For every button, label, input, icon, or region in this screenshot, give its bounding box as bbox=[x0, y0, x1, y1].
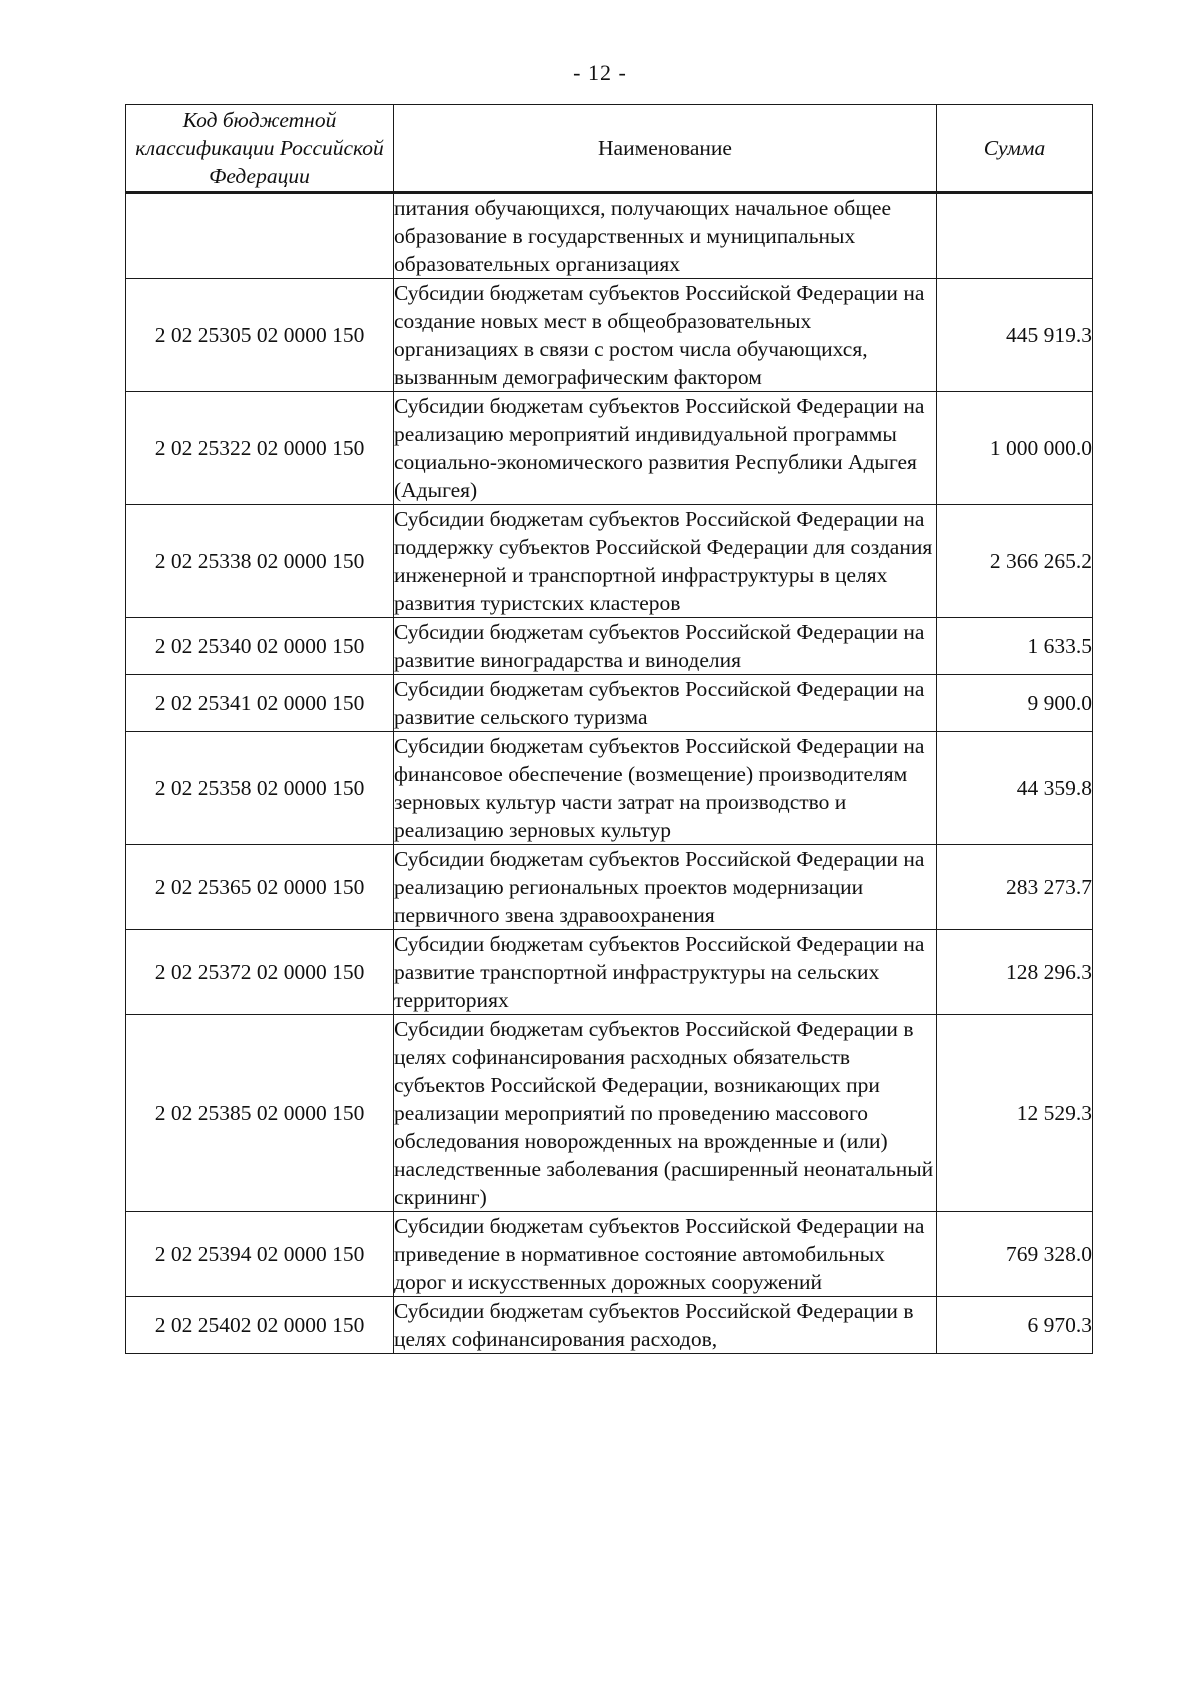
row-sum: 12 529.3 bbox=[937, 1015, 1093, 1212]
row-sum: 769 328.0 bbox=[937, 1212, 1093, 1297]
row-name: Субсидии бюджетам субъектов Российской Федерации на финансовое обеспечение (возмещение) производителям зерновых культур части затрат на производство и реализацию зерновых культур bbox=[394, 732, 937, 845]
table-row bbox=[126, 1297, 1093, 1354]
row-name: Субсидии бюджетам субъектов Российской Федерации на создание новых мест в общеобразовательных организациях в связи с ростом числа обучающихся, вызванным демографическим фактором bbox=[394, 279, 937, 392]
row-code: 2 02 25305 02 0000 150 bbox=[126, 279, 394, 392]
table-row bbox=[126, 193, 1093, 279]
row-sum: 9 900.0 bbox=[937, 675, 1093, 732]
table-row bbox=[126, 1015, 1093, 1212]
row-code: 2 02 25402 02 0000 150 bbox=[126, 1297, 394, 1354]
row-name: Субсидии бюджетам субъектов Российской Федерации в целях софинансирования расходных обязательств субъектов Российской Федерации, возникающих при реализации мероприятий по проведению массового обследования новорожденных на врожденные и (или) наследственные заболевания (расширенный неонатальный скрининг) bbox=[394, 1015, 937, 1212]
row-code: 2 02 25372 02 0000 150 bbox=[126, 930, 394, 1015]
row-code: 2 02 25358 02 0000 150 bbox=[126, 732, 394, 845]
row-sum: 283 273.7 bbox=[937, 845, 1093, 930]
row-code: 2 02 25338 02 0000 150 bbox=[126, 505, 394, 618]
table-body bbox=[126, 193, 1093, 1354]
header-row bbox=[126, 105, 1093, 193]
row-name: Субсидии бюджетам субъектов Российской Федерации на реализацию мероприятий индивидуальной программы социально-экономического развития Республики Адыгея (Адыгея) bbox=[394, 392, 937, 505]
table-row bbox=[126, 279, 1093, 392]
row-sum: 1 633.5 bbox=[937, 618, 1093, 675]
row-code: 2 02 25394 02 0000 150 bbox=[126, 1212, 394, 1297]
table-row bbox=[126, 845, 1093, 930]
row-code: 2 02 25341 02 0000 150 bbox=[126, 675, 394, 732]
row-name: Субсидии бюджетам субъектов Российской Федерации на развитие сельского туризма bbox=[394, 675, 937, 732]
row-code: 2 02 25322 02 0000 150 bbox=[126, 392, 394, 505]
row-sum: 6 970.3 bbox=[937, 1297, 1093, 1354]
table-row bbox=[126, 392, 1093, 505]
table-row bbox=[126, 675, 1093, 732]
row-sum: 445 919.3 bbox=[937, 279, 1093, 392]
row-sum: 44 359.8 bbox=[937, 732, 1093, 845]
page-number: - 12 - bbox=[573, 60, 627, 85]
row-sum bbox=[937, 193, 1093, 279]
row-sum: 2 366 265.2 bbox=[937, 505, 1093, 618]
row-name: Субсидии бюджетам субъектов Российской Федерации в целях софинансирования расходов, bbox=[394, 1297, 937, 1354]
row-code: 2 02 25340 02 0000 150 bbox=[126, 618, 394, 675]
header-sum: Сумма bbox=[937, 105, 1093, 193]
row-code: 2 02 25365 02 0000 150 bbox=[126, 845, 394, 930]
budget-table bbox=[125, 104, 1093, 1354]
row-name: Субсидии бюджетам субъектов Российской Федерации на поддержку субъектов Российской Федерации для создания инженерной и транспортной инфраструктуры в целях развития туристских кластеров bbox=[394, 505, 937, 618]
table-row bbox=[126, 732, 1093, 845]
table-row bbox=[126, 930, 1093, 1015]
row-code bbox=[126, 193, 394, 279]
table-row bbox=[126, 505, 1093, 618]
row-code: 2 02 25385 02 0000 150 bbox=[126, 1015, 394, 1212]
table-row bbox=[126, 618, 1093, 675]
header-name: Наименование bbox=[394, 105, 937, 193]
row-sum: 128 296.3 bbox=[937, 930, 1093, 1015]
row-sum: 1 000 000.0 bbox=[937, 392, 1093, 505]
header-code: Код бюджетной классификации Российской Федерации bbox=[126, 105, 394, 193]
row-name: Субсидии бюджетам субъектов Российской Федерации на развитие транспортной инфраструктуры на сельских территориях bbox=[394, 930, 937, 1015]
row-name: Субсидии бюджетам субъектов Российской Федерации на развитие виноградарства и виноделия bbox=[394, 618, 937, 675]
row-name: Субсидии бюджетам субъектов Российской Федерации на реализацию региональных проектов модернизации первичного звена здравоохранения bbox=[394, 845, 937, 930]
row-name: Субсидии бюджетам субъектов Российской Федерации на приведение в нормативное состояние автомобильных дорог и искусственных дорожных сооружений bbox=[394, 1212, 937, 1297]
table-row bbox=[126, 1212, 1093, 1297]
table-header bbox=[126, 105, 1093, 193]
row-name: питания обучающихся, получающих начальное общее образование в государственных и муниципальных образовательных организациях bbox=[394, 193, 937, 279]
